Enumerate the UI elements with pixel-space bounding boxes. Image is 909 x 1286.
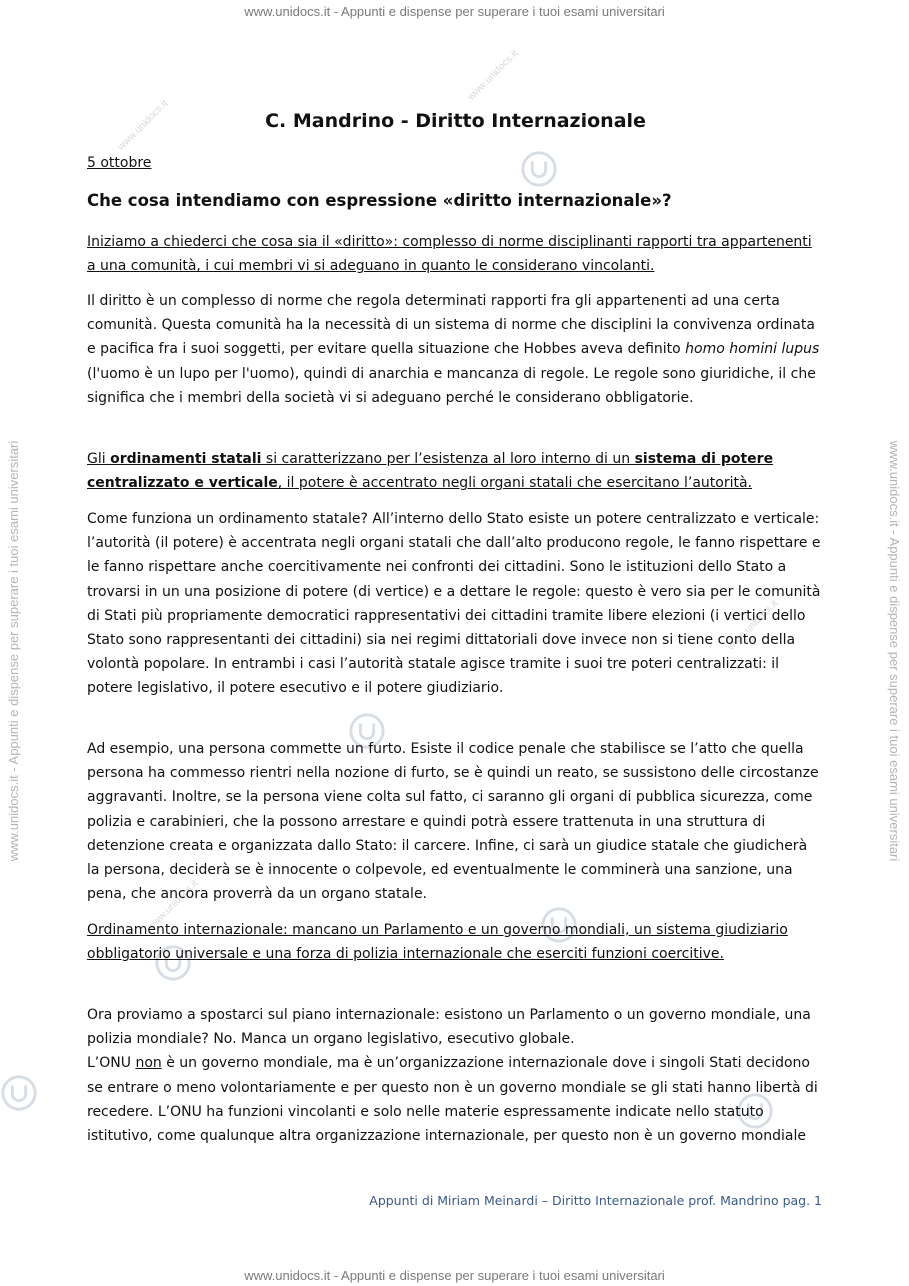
text-run: è un governo mondiale, ma è un’organizzazione internazionale dove i singoli Stati decidono se entrare o meno volontariamente e per questo non è un governo mondiale se gli stati hanno libertà di recedere. L’ONU ha funzioni vincolanti e solo nelle materie espressamente indicate nello statuto istitutivo, come qualunque altra organizzazione internazionale, per questo non è un governo mondiale (87, 1055, 818, 1145)
watermark-small: www.unidocs.it (115, 98, 171, 153)
text-run: si caratterizzano per l’esistenza al loro interno di un (261, 451, 635, 467)
text-run: L’ONU (87, 1055, 136, 1072)
document-title: C. Mandrino - Diritto Internazionale (265, 110, 646, 132)
paragraph-definition: Iniziamo a chiederci che cosa sia il «diritto»: complesso di norme disciplinanti rapporti tra appartenenti a una comunità, i cui membri vi si adeguano in quanto le considerano vincolanti. (87, 234, 812, 275)
watermark-right: www.unidocs.it - Appunti e dispense per superare i tuoi esami universitari (887, 440, 902, 862)
text-run: Gli (87, 451, 111, 467)
section-heading: Che cosa intendiamo con espressione «diritto internazionale»? (87, 191, 672, 210)
bold-text: sistema di potere centralizzato e verticale (87, 451, 774, 492)
italic-text: homo homini lupus (685, 341, 820, 358)
underlined-text: non (135, 1055, 162, 1072)
paragraph-piano-internazionale (87, 1003, 824, 1148)
unidocs-logo-icon (520, 150, 558, 188)
document-date: 5 ottobre (87, 155, 152, 171)
watermark-small: www.unidocs.it (725, 598, 781, 653)
bold-text: ordinamenti statali (110, 451, 262, 467)
watermark-bottom: www.unidocs.it - Appunti e dispense per superare i tuoi esami universitari (244, 1268, 665, 1283)
paragraph-diritto (87, 289, 824, 410)
paragraph-esempio-furto: Ad esempio, una persona commette un furto. Esiste il codice penale che stabilisce se l’atto che quella persona ha commesso rientri nella nozione di furto, se è quindi un reato, se sussistono delle circostanze aggravanti. Inoltre, se la persona viene colta sul fatto, ci saranno gli organi di pubblica sicurezza, come polizia e carabinieri, che la possono arrestare e quindi potrà essere trattenuta in una struttura di detenzione creata e organizzata dallo Stato: il carcere. Infine, ci sarà un giudice statale che giudicherà la persona, deciderà se è innocente o colpevole, ed eventualmente le comminerà una sanzione, una pena, che ancora proverrà da un organo statale. (87, 741, 819, 903)
watermark-small: www.unidocs.it (145, 878, 201, 933)
text-run: Ora proviamo a spostarci sul piano internazionale: esistono un Parlamento o un governo mondiale, una polizia mondiale? No. Manca un organo legislativo, esecutivo globale. (87, 1007, 811, 1048)
paragraph-ordinamenti-statali (87, 447, 824, 495)
watermark-small: www.unidocs.it (465, 48, 521, 103)
text-run: , il potere è accentrato negli organi statali che esercitano l’autorità. (277, 475, 752, 492)
text-run: Il diritto è un complesso di norme che regola determinati rapporti fra gli appartenenti ad una certa comunità. Questa comunità ha la necessità di un sistema di norme che disciplini la convivenza ordinata e pacifica fra i suoi soggetti, per evitare quella situazione che Hobbes aveva definito (87, 293, 815, 358)
unidocs-logo-icon (0, 1074, 38, 1112)
watermark-left: www.unidocs.it - Appunti e dispense per superare i tuoi esami universitari (6, 440, 21, 862)
paragraph-ordinamento-statale: Come funziona un ordinamento statale? All’interno dello Stato esiste un potere centralizzato e verticale: l’autorità (il potere) è accentrata negli organi statali che dall’alto producono regole, le fanno rispettare e le fanno rispettare anche coercitivamente nei confronti dei cittadini. Sono le istituzioni dello Stato a trovarsi in un una posizione di potere (di vertice) e a dettare le regole: questo è vero sia per le comunità di Stati più propriamente democratici rappresentativi dei cittadini tramite libere elezioni (i vertici dello Stato sono rappresentanti dei cittadini) sia nei regimi dittatoriali dove invece non si tiene conto della volontà popolare. In entrambi i casi l’autorità statale agisce tramite i suoi tre poteri centralizzati: il potere legislativo, il potere esecutivo e il potere giudiziario. (87, 511, 821, 697)
watermark-top: www.unidocs.it - Appunti e dispense per superare i tuoi esami universitari (244, 4, 665, 19)
page-footer: Appunti di Miriam Meinardi – Diritto Internazionale prof. Mandrino pag. 1 (369, 1193, 822, 1208)
text-run: (l'uomo è un lupo per l'uomo), quindi di anarchia e mancanza di regole. Le regole sono giuridiche, il che significa che i membri della società vi si adeguano perché le considerano obbligatorie. (87, 365, 816, 406)
paragraph-ordinamento-internazionale: Ordinamento internazionale: mancano un Parlamento e un governo mondiali, un sistema giudiziario obbligatorio universale e una forza di polizia internazionale che eserciti funzioni coercitive. (87, 922, 788, 963)
